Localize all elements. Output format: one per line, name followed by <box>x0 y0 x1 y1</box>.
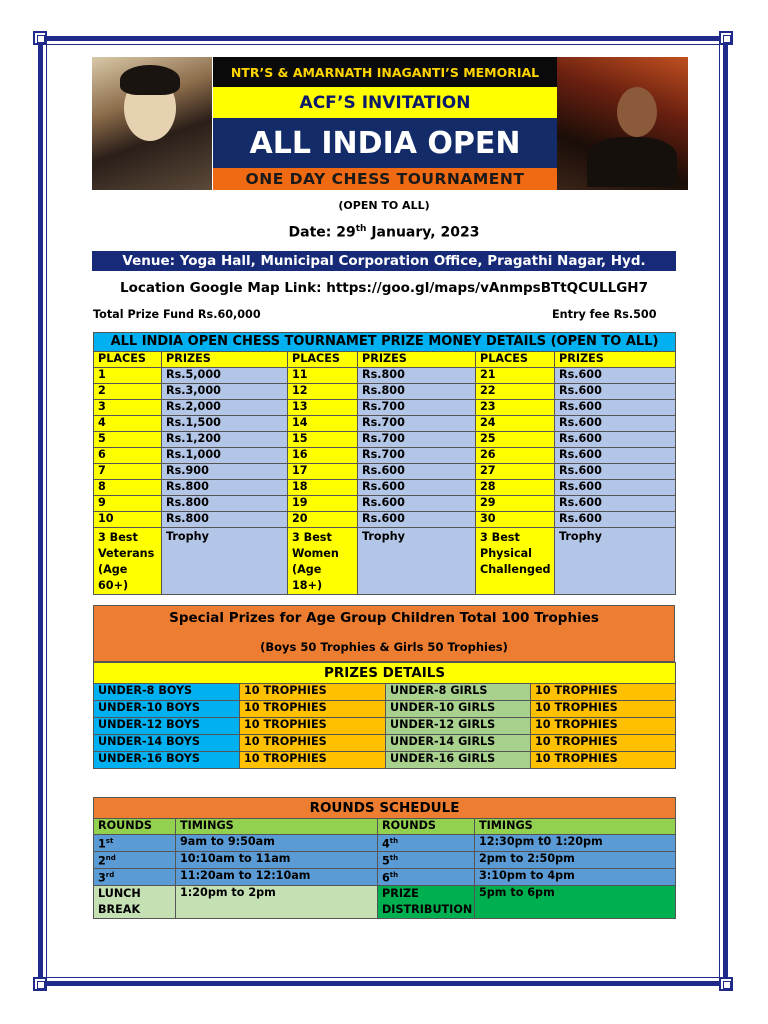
prize-cell: Rs.2,000 <box>162 400 288 416</box>
round-timing: 2pm to 2:50pm <box>475 852 676 869</box>
lunch-break-label: LUNCH BREAK <box>94 886 176 919</box>
round-timing: 12:30pm t0 1:20pm <box>475 835 676 852</box>
trophy-count: 10 TROPHIES <box>240 752 386 769</box>
round-timing: 3:10pm to 4pm <box>475 869 676 886</box>
place-cell: 10 <box>94 512 162 528</box>
prize-cell: Rs.1,200 <box>162 432 288 448</box>
place-cell: 18 <box>288 480 358 496</box>
table-row <box>94 480 676 496</box>
table-row <box>94 432 676 448</box>
lunch-break-timing: 1:20pm to 2pm <box>176 886 378 919</box>
column-header: TIMINGS <box>176 819 378 835</box>
corner-ornament <box>719 977 733 991</box>
column-header: PLACES <box>94 352 162 368</box>
table-row <box>94 852 676 869</box>
column-header: PRIZES <box>162 352 288 368</box>
place-cell: 30 <box>476 512 555 528</box>
prize-cell: Rs.800 <box>358 384 476 400</box>
prize-cell: Rs.800 <box>162 496 288 512</box>
location-link[interactable]: Location Google Map Link: https://goo.gl/maps/vAnmpsBTtQCULLGH7 <box>119 280 648 296</box>
place-cell: 9 <box>94 496 162 512</box>
special-prizes-title: Special Prizes for Age Group Children Total 100 Trophies <box>169 610 599 626</box>
trophy-count: 10 TROPHIES <box>531 718 676 735</box>
table-row <box>94 368 676 384</box>
table-row <box>94 718 676 735</box>
table-row <box>94 886 676 919</box>
prize-cell: Rs.800 <box>162 480 288 496</box>
corner-ornament <box>33 31 47 45</box>
prize-cell: Rs.600 <box>555 464 676 480</box>
prizes-details-title: PRIZES DETAILS <box>94 663 676 684</box>
prize-cell: Rs.800 <box>358 368 476 384</box>
column-header: PLACES <box>288 352 358 368</box>
veterans-award: 3 Best Veterans (Age 60+) <box>94 528 162 595</box>
special-prizes-banner <box>93 605 675 662</box>
prize-money-table <box>93 332 676 595</box>
prize-distribution-timing: 5pm to 6pm <box>475 886 676 919</box>
entry-fee: Entry fee Rs.500 <box>552 308 657 321</box>
column-header: ROUNDS <box>378 819 475 835</box>
table-row <box>94 835 676 852</box>
place-cell: 1 <box>94 368 162 384</box>
place-cell: 7 <box>94 464 162 480</box>
place-cell: 24 <box>476 416 555 432</box>
place-cell: 14 <box>288 416 358 432</box>
round-timing: 9am to 9:50am <box>176 835 378 852</box>
round-number: 3rd <box>94 869 176 886</box>
table-row <box>94 384 676 400</box>
column-header: TIMINGS <box>475 819 676 835</box>
prize-cell: Rs.600 <box>555 480 676 496</box>
prize-cell: Rs.900 <box>162 464 288 480</box>
place-cell: 27 <box>476 464 555 480</box>
tournament-title: ALL INDIA OPEN <box>213 118 557 168</box>
prize-cell: Rs.600 <box>358 480 476 496</box>
place-cell: 17 <box>288 464 358 480</box>
age-group-prizes-table <box>93 662 676 769</box>
prize-cell: Rs.600 <box>555 496 676 512</box>
prize-cell: Rs.700 <box>358 432 476 448</box>
girls-category: UNDER-12 GIRLS <box>386 718 531 735</box>
girls-category: UNDER-14 GIRLS <box>386 735 531 752</box>
place-cell: 25 <box>476 432 555 448</box>
portrait-photo-left <box>92 57 212 190</box>
challenged-award: 3 Best Physical Challenged <box>476 528 555 595</box>
place-cell: 12 <box>288 384 358 400</box>
column-header: ROUNDS <box>94 819 176 835</box>
place-cell: 2 <box>94 384 162 400</box>
prize-cell: Rs.700 <box>358 448 476 464</box>
place-cell: 29 <box>476 496 555 512</box>
trophy-count: 10 TROPHIES <box>240 735 386 752</box>
trophy-count: 10 TROPHIES <box>240 701 386 718</box>
place-cell: 20 <box>288 512 358 528</box>
portrait-photo-right <box>557 57 688 190</box>
round-timing: 10:10am to 11am <box>176 852 378 869</box>
round-timing: 11:20am to 12:10am <box>176 869 378 886</box>
boys-category: UNDER-16 BOYS <box>94 752 240 769</box>
place-cell: 8 <box>94 480 162 496</box>
trophy-cell: Trophy <box>162 528 288 595</box>
table-row <box>94 448 676 464</box>
boys-category: UNDER-14 BOYS <box>94 735 240 752</box>
prize-distribution-label: PRIZE DISTRIBUTION <box>378 886 475 919</box>
special-prizes-subtitle: (Boys 50 Trophies & Girls 50 Trophies) <box>260 640 508 654</box>
prize-fund: Total Prize Fund Rs.60,000 <box>93 308 261 321</box>
round-number: 4th <box>378 835 475 852</box>
boys-category: UNDER-8 BOYS <box>94 684 240 701</box>
prize-cell: Rs.600 <box>555 368 676 384</box>
prize-cell: Rs.1,500 <box>162 416 288 432</box>
table-row <box>94 416 676 432</box>
table-row <box>94 496 676 512</box>
prize-cell: Rs.5,000 <box>162 368 288 384</box>
prize-cell: Rs.600 <box>358 496 476 512</box>
memorial-banner: NTR’S & AMARNATH INAGANTI’S MEMORIAL <box>213 57 557 87</box>
prize-cell: Rs.800 <box>162 512 288 528</box>
girls-category: UNDER-10 GIRLS <box>386 701 531 718</box>
corner-ornament <box>719 31 733 45</box>
place-cell: 5 <box>94 432 162 448</box>
prize-cell: Rs.1,000 <box>162 448 288 464</box>
prize-cell: Rs.600 <box>555 432 676 448</box>
place-cell: 22 <box>476 384 555 400</box>
table-row <box>94 464 676 480</box>
column-header: PRIZES <box>555 352 676 368</box>
prize-cell: Rs.700 <box>358 416 476 432</box>
rounds-schedule-table <box>93 797 676 919</box>
venue-banner: Venue: Yoga Hall, Municipal Corporation Office, Pragathi Nagar, Hyd. <box>92 251 676 271</box>
round-number: 2nd <box>94 852 176 869</box>
place-cell: 26 <box>476 448 555 464</box>
prize-cell: Rs.700 <box>358 400 476 416</box>
table-row <box>94 869 676 886</box>
trophy-cell: Trophy <box>555 528 676 595</box>
round-number: 1st <box>94 835 176 852</box>
trophy-count: 10 TROPHIES <box>531 684 676 701</box>
place-cell: 4 <box>94 416 162 432</box>
table-row <box>94 400 676 416</box>
place-cell: 11 <box>288 368 358 384</box>
trophy-count: 10 TROPHIES <box>240 684 386 701</box>
table-row <box>94 735 676 752</box>
place-cell: 15 <box>288 432 358 448</box>
place-cell: 6 <box>94 448 162 464</box>
table-row <box>94 512 676 528</box>
table-row <box>94 701 676 718</box>
tournament-subtitle: ONE DAY CHESS TOURNAMENT <box>213 168 557 190</box>
prize-cell: Rs.3,000 <box>162 384 288 400</box>
table-row <box>94 684 676 701</box>
prize-cell: Rs.600 <box>555 416 676 432</box>
trophy-count: 10 TROPHIES <box>531 752 676 769</box>
place-cell: 13 <box>288 400 358 416</box>
schedule-title: ROUNDS SCHEDULE <box>94 798 676 819</box>
special-awards-row <box>94 528 676 595</box>
trophy-cell: Trophy <box>358 528 476 595</box>
round-number: 5th <box>378 852 475 869</box>
event-date: Date: 29th January, 2023 <box>288 224 480 241</box>
place-cell: 28 <box>476 480 555 496</box>
prize-table-title: ALL INDIA OPEN CHESS TOURNAMET PRIZE MONEY DETAILS (OPEN TO ALL) <box>94 333 676 352</box>
table-header-row <box>94 819 676 835</box>
invitation-banner: ACF’S INVITATION <box>213 87 557 118</box>
prize-cell: Rs.600 <box>358 464 476 480</box>
trophy-count: 10 TROPHIES <box>240 718 386 735</box>
place-cell: 16 <box>288 448 358 464</box>
open-to-all-text: (OPEN TO ALL) <box>338 199 430 212</box>
column-header: PRIZES <box>358 352 476 368</box>
column-header: PLACES <box>476 352 555 368</box>
women-award: 3 Best Women (Age 18+) <box>288 528 358 595</box>
prize-cell: Rs.600 <box>555 400 676 416</box>
trophy-count: 10 TROPHIES <box>531 735 676 752</box>
table-row <box>94 752 676 769</box>
prize-cell: Rs.600 <box>555 384 676 400</box>
prize-cell: Rs.600 <box>555 448 676 464</box>
boys-category: UNDER-12 BOYS <box>94 718 240 735</box>
place-cell: 19 <box>288 496 358 512</box>
place-cell: 21 <box>476 368 555 384</box>
corner-ornament <box>33 977 47 991</box>
prize-cell: Rs.600 <box>358 512 476 528</box>
girls-category: UNDER-16 GIRLS <box>386 752 531 769</box>
trophy-count: 10 TROPHIES <box>531 701 676 718</box>
girls-category: UNDER-8 GIRLS <box>386 684 531 701</box>
place-cell: 23 <box>476 400 555 416</box>
round-number: 6th <box>378 869 475 886</box>
place-cell: 3 <box>94 400 162 416</box>
boys-category: UNDER-10 BOYS <box>94 701 240 718</box>
table-header-row <box>94 352 676 368</box>
prize-cell: Rs.600 <box>555 512 676 528</box>
